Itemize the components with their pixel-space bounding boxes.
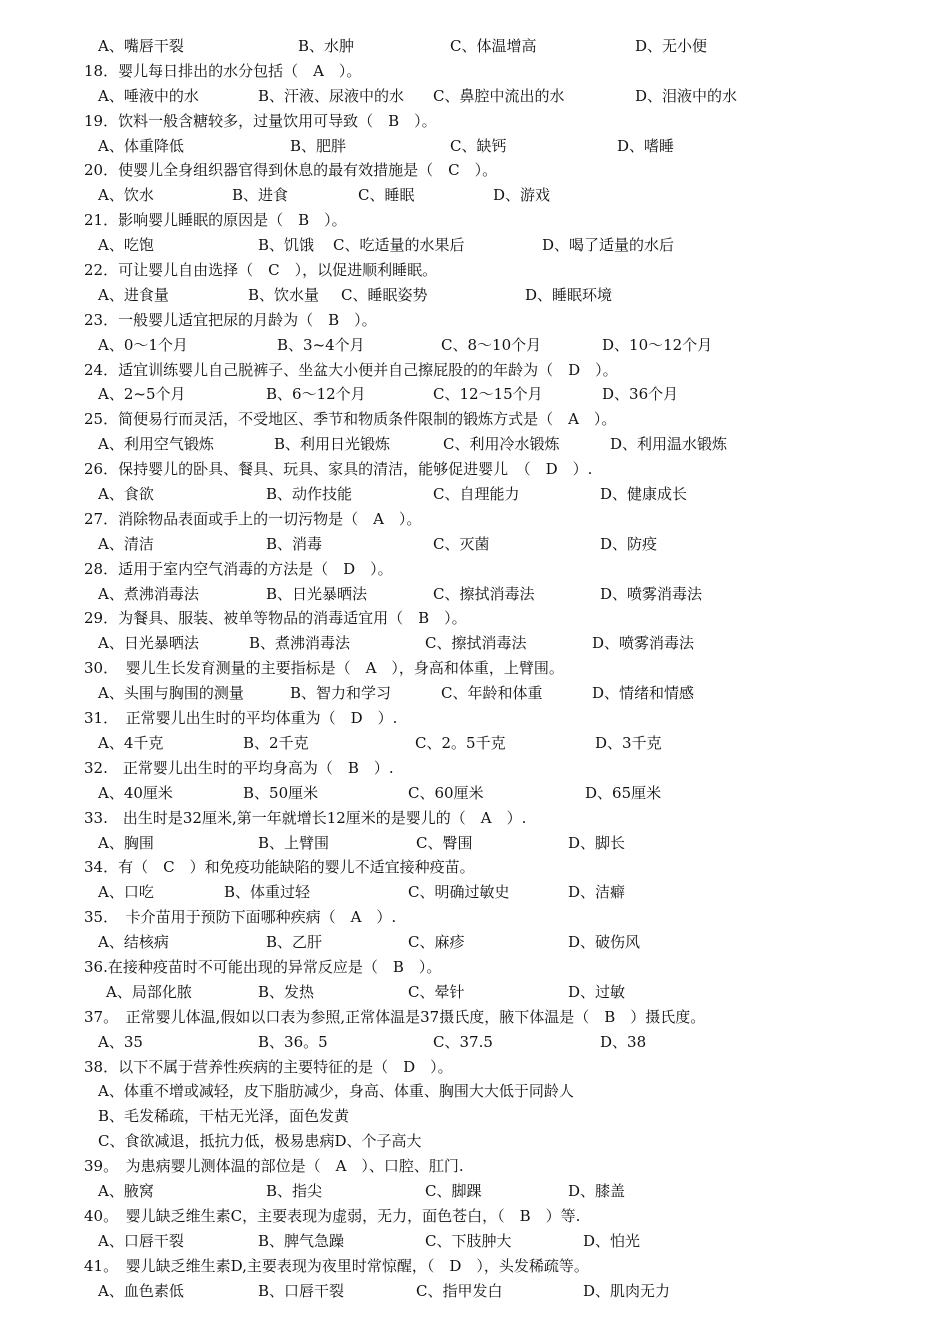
q18-options [0,84,950,109]
option-b: B、动作技能 [266,485,353,504]
option-d: D、睡眠环境 [525,285,613,304]
question-text: 29．为餐具、服装、被单等物品的消毒适宜用（ B ）。 [84,609,467,628]
option-c: C、明确过敏史 [408,883,510,902]
option-c: C、利用冷水锻炼 [443,435,560,454]
q19-options [0,134,950,159]
option-c: C、睡眠姿势 [341,285,428,304]
q29-options [0,631,950,656]
option-b: B、50厘米 [243,783,319,802]
option-b: B、36。5 [258,1032,328,1051]
option-b: B、脾气急躁 [258,1231,345,1250]
option-b: B、饮水量 [248,285,320,304]
question-text: 37。 正常婴儿体温,假如以口表为参照,正常体温是37摄氏度，腋下体温是（ B ）摄氏度。 [84,1007,706,1026]
option-a: A、4千克 [98,733,164,752]
question-text: 23．一般婴儿适宜把尿的月龄为（ B ）。 [84,310,377,329]
option-d: D、喷雾消毒法 [592,634,695,653]
option-b: B、体重过轻 [224,883,311,902]
question-text: 26．保持婴儿的卧具、餐具、玩具、家具的清洁，能够促进婴儿 （ D ）. [84,460,593,479]
q33 [0,806,950,831]
option-d: D、嗜睡 [617,136,675,155]
question-text: 28．适用于室内空气消毒的方法是（ D ）。 [84,559,393,578]
option-c: C、下肢肿大 [425,1231,512,1250]
question-text: 40。 婴儿缺乏维生素C，主要表现为虚弱，无力，面色苍白，（ B ）等. [84,1206,581,1225]
option-d: D、过敏 [568,982,626,1001]
option-d: D、膝盖 [568,1181,626,1200]
q32 [0,756,950,781]
option-c: C、60厘米 [408,783,484,802]
option-c: C、灭菌 [433,534,490,553]
q40 [0,1204,950,1229]
option-d: D、脚长 [568,833,626,852]
option-d: D、利用温水锻炼 [610,435,728,454]
question-text: 34．有（ C ）和免疫功能缺陷的婴儿不适宜接种疫苗。 [84,858,475,877]
question-text: 20．使婴儿全身组织器官得到休息的最有效措施是（ C ）。 [84,161,498,180]
option-a: A、吃饱 [98,236,154,255]
option-a: A、40厘米 [98,783,173,802]
q36-options [0,980,950,1005]
q31 [0,706,950,731]
option-c: C、37.5 [433,1032,493,1051]
question-text: 33. 出生时是32厘米,第一年就增长12厘米的是婴儿的（ A ）. [84,808,527,827]
option-c: C、12～15个月 [433,385,543,404]
option-c: C、缺钙 [450,136,507,155]
option-c: C、2。5千克 [415,733,506,752]
option-d: D、38 [600,1032,647,1051]
option-a: A、口唇干裂 [98,1231,184,1250]
option-c: C、麻疹 [408,933,465,952]
option-b: B、进食 [232,186,289,205]
q34-options [0,880,950,905]
q19 [0,109,950,134]
q39-options [0,1179,950,1204]
q38-option-b [0,1104,950,1129]
option-d: D、肌肉无力 [583,1281,671,1300]
option-b: B、饥饿 [258,236,315,255]
q25 [0,407,950,432]
q26-options [0,482,950,507]
q35-options [0,930,950,955]
question-text: 25．简便易行而灵活，不受地区、季节和物质条件限制的锻炼方式是（ A ）。 [84,410,617,429]
q37 [0,1005,950,1030]
q33-options [0,831,950,856]
q32-options [0,781,950,806]
option-d: D、洁癖 [568,883,626,902]
option-d: D、65厘米 [585,783,662,802]
option-text: C、食欲减退，抵抗力低，极易患病D、个子高大 [98,1132,422,1151]
q37-options [0,1030,950,1055]
q30 [0,656,950,681]
option-d: D、破伤风 [568,933,641,952]
option-b: B、2千克 [243,733,309,752]
option-d: D、喝了适量的水后 [542,236,675,255]
question-text: 38．以下不属于营养性疾病的主要特征的是（ D ）。 [84,1057,453,1076]
option-a: A、局部化脓 [106,982,192,1001]
option-c: C、体温增高 [450,37,537,55]
option-b: B、日光暴晒法 [266,584,368,603]
option-a: A、2~5个月 [98,385,186,404]
option-b: B、水肿 [298,37,355,55]
q39 [0,1154,950,1179]
question-text: 41。 婴儿缺乏维生素D,主要表现为夜里时常惊醒，（ D ），头发稀疏等。 [84,1256,589,1275]
q38-option-a [0,1079,950,1104]
option-d: D、喷雾消毒法 [600,584,703,603]
option-d: D、游戏 [493,186,551,205]
q24-options [0,382,950,407]
question-text: 30． 婴儿生长发育测量的主要指标是（ A ），身高和体重，上臂围。 [84,659,564,678]
option-b: B、上臂围 [258,833,330,852]
option-a: A、腋窝 [98,1181,154,1200]
option-b: B、指尖 [266,1181,323,1200]
option-c: C、8～10个月 [441,335,542,354]
option-a: A、日光暴晒法 [98,634,199,653]
q27 [0,507,950,532]
option-c: C、晕针 [408,982,465,1001]
option-c: C、指甲发白 [416,1281,503,1300]
option-a: A、头围与胸围的测量 [98,684,244,703]
question-text: 31． 正常婴儿出生时的平均体重为（ D ）. [84,709,398,728]
question-text: 21．影响婴儿睡眠的原因是（ B ）。 [84,211,347,230]
option-c: C、自理能力 [433,485,520,504]
option-a: A、利用空气锻炼 [98,435,214,454]
option-a: A、0～1个月 [98,335,188,354]
option-b: B、3~4个月 [277,335,365,354]
question-text: 36.在接种疫苗时不可能出现的异常反应是（ B ）。 [84,957,442,976]
option-a: A、胸围 [98,833,154,852]
question-text: 24．适宜训练婴儿自己脱裤子、坐盆大小便并自己擦屁股的的年龄为（ D ）。 [84,360,618,379]
option-c: C、臀围 [416,833,473,852]
option-b: B、煮沸消毒法 [249,634,351,653]
q27-options [0,532,950,557]
q41 [0,1254,950,1279]
q35 [0,905,950,930]
option-a: A、体重降低 [98,136,184,155]
q31-options [0,731,950,756]
question-text: 32. 正常婴儿出生时的平均身高为（ B ）. [84,758,394,777]
q40-options [0,1229,950,1254]
q28-options [0,582,950,607]
question-text: 18．婴儿每日排出的水分包括（ A ）。 [84,61,362,80]
question-text: 39。 为患病婴儿测体温的部位是（ A ）、口腔、肛门. [84,1157,464,1176]
q18 [0,59,950,84]
option-a: A、唾液中的水 [98,86,199,105]
option-c: C、鼻腔中流出的水 [433,86,565,105]
option-d: D、3千克 [595,733,662,752]
option-d: D、泪液中的水 [635,86,738,105]
option-b: B、口唇干裂 [258,1281,345,1300]
option-d: D、健康成长 [600,485,688,504]
option-d: D、防疫 [600,534,658,553]
q20-options [0,183,950,208]
option-c: C、脚踝 [425,1181,482,1200]
option-b: B、消毒 [266,534,323,553]
q21 [0,208,950,233]
option-d: D、无小便 [635,37,708,55]
question-text: 19．饮料一般含糖较多，过量饮用可导致（ B ）。 [84,111,437,130]
q17-options [0,34,950,59]
question-text: 22．可让婴儿自由选择（ C ），以促进顺利睡眠。 [84,261,438,280]
q34 [0,855,950,880]
option-d: D、10～12个月 [602,335,713,354]
option-b: B、利用日光锻炼 [274,435,391,454]
q22-options [0,283,950,308]
option-c: C、吃适量的水果后 [333,236,465,255]
option-a: A、口吃 [98,883,154,902]
option-d: D、怕光 [583,1231,641,1250]
question-text: 35． 卡介苗用于预防下面哪种疾病（ A ）. [84,908,397,927]
q23 [0,308,950,333]
exam-page [0,34,950,1303]
option-b: B、智力和学习 [290,684,392,703]
q29 [0,606,950,631]
option-d: D、36个月 [602,385,679,404]
option-c: C、擦拭消毒法 [425,634,527,653]
option-a: A、饮水 [98,186,154,205]
option-b: B、乙肝 [266,933,323,952]
q38 [0,1055,950,1080]
option-c: C、睡眠 [358,186,415,205]
option-b: B、肥胖 [290,136,347,155]
option-c: C、年龄和体重 [441,684,543,703]
q25-options [0,432,950,457]
option-text: B、毛发稀疏，干枯无光泽，面色发黄 [98,1107,350,1126]
option-a: A、嘴唇干裂 [98,37,184,55]
q36 [0,955,950,980]
q41-options [0,1279,950,1304]
option-a: A、食欲 [98,485,154,504]
option-text: A、体重不增或减轻，皮下脂肪减少，身高、体重、胸围大大低于同龄人 [98,1082,574,1101]
option-b: B、发热 [258,982,315,1001]
q30-options [0,681,950,706]
q28 [0,557,950,582]
option-b: B、汗液、尿液中的水 [258,86,405,105]
q24 [0,358,950,383]
q23-options [0,333,950,358]
option-d: D、情绪和情感 [592,684,695,703]
option-a: A、清洁 [98,534,154,553]
question-text: 27．消除物品表面或手上的一切污物是（ A ）。 [84,509,422,528]
q38-option-cd [0,1129,950,1154]
q20 [0,158,950,183]
option-a: A、结核病 [98,933,169,952]
option-c: C、擦拭消毒法 [433,584,535,603]
option-a: A、35 [98,1032,143,1051]
option-a: A、血色素低 [98,1281,184,1300]
q21-options [0,233,950,258]
option-a: A、煮沸消毒法 [98,584,199,603]
q26 [0,457,950,482]
option-b: B、6～12个月 [266,385,366,404]
q22 [0,258,950,283]
option-a: A、进食量 [98,285,169,304]
